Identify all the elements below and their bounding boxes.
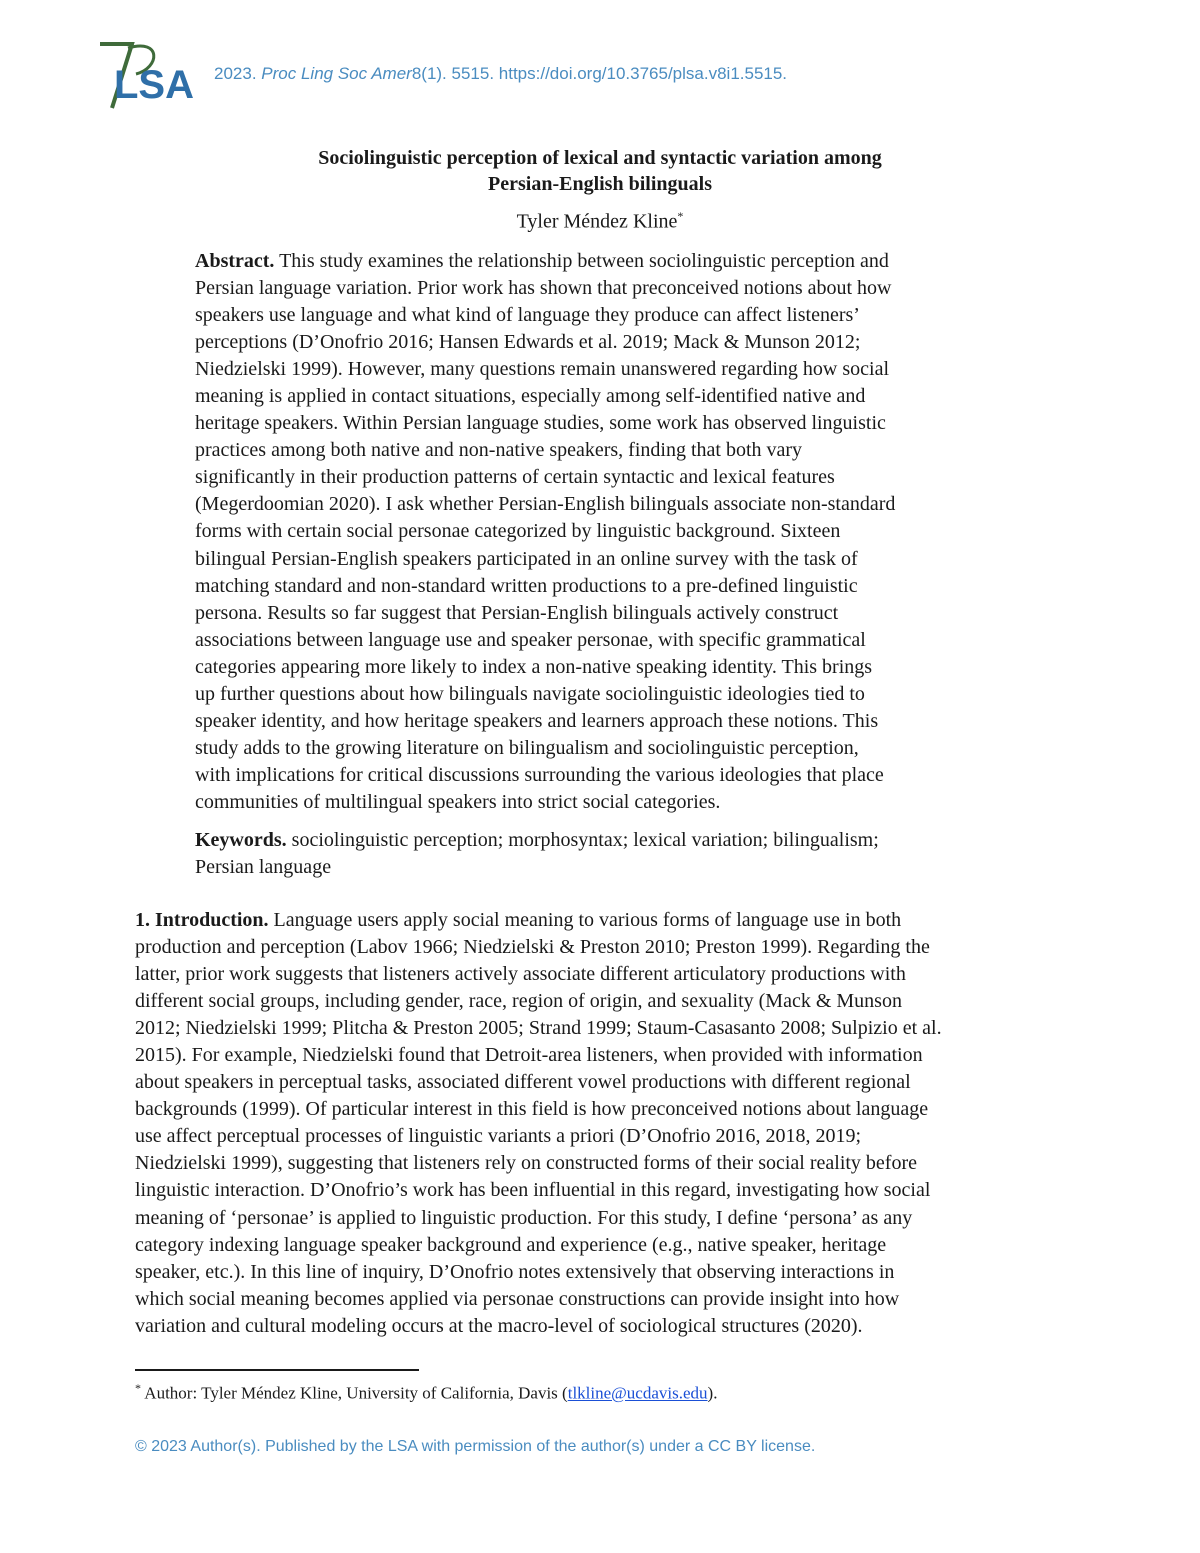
lsa-logo xyxy=(92,38,210,114)
introduction-line: 2012; Niedzielski 1999; Plitcha & Preston 2005; Strand 1999; Staum-Casasanto 2008; Sulpizio et al. xyxy=(135,1017,942,1040)
footnote-text: Author: Tyler Méndez Kline, University of California, Davis ( xyxy=(141,1383,568,1403)
author-email-link[interactable]: tlkline@ucdavis.edu xyxy=(567,1383,708,1403)
introduction-line: about speakers in perceptual tasks, associated different vowel productions with different regional xyxy=(135,1071,911,1094)
citation xyxy=(214,64,787,84)
abstract-line: Persian language variation. Prior work has shown that preconceived notions about how xyxy=(195,277,892,300)
abstract-line: Niedzielski 1999). However, many questions remain unanswered regarding how social xyxy=(195,358,890,381)
footnote xyxy=(135,1381,717,1404)
abstract-line: persona. Results so far suggest that Persian-English bilinguals actively construct xyxy=(195,601,839,624)
paper-title xyxy=(200,145,1000,197)
abstract-line: categories appearing more likely to index a non-native speaking identity. This brings xyxy=(195,655,873,678)
title-line: Sociolinguistic perception of lexical and syntactic variation among xyxy=(318,147,882,169)
introduction-section xyxy=(135,907,1095,1340)
logo-text: LSA xyxy=(114,63,194,107)
abstract-line: Abstract. This study examines the relationship between sociolinguistic perception and xyxy=(195,250,889,272)
abstract-line: forms with certain social personae categorized by linguistic background. Sixteen xyxy=(195,520,841,543)
abstract-line: (Megerdoomian 2020). I ask whether Persian-English bilinguals associate non-standard xyxy=(195,493,896,516)
license-notice: © 2023 Author(s). Published by the LSA with permission of the author(s) under a CC BY license. xyxy=(135,1438,816,1455)
abstract-line: perceptions (D’Onofrio 2016; Hansen Edwards et al. 2019; Mack & Munson 2012; xyxy=(195,331,861,354)
keywords-label: Keywords. xyxy=(195,829,287,851)
abstract-line: practices among both native and non-native speakers, finding that both vary xyxy=(195,439,803,462)
title-line: Persian-English bilinguals xyxy=(488,173,712,195)
author-line xyxy=(200,209,1000,234)
keywords-line: Persian language xyxy=(195,856,332,878)
citation-volume-doi[interactable]: 8(1). 5515. https://doi.org/10.3765/plsa.v8i1.5515. xyxy=(411,64,788,83)
footnote-divider xyxy=(135,1369,419,1371)
footnote-tail: ). xyxy=(707,1383,718,1403)
abstract-line: associations between language use and speaker personae, with specific grammatical xyxy=(195,628,866,651)
abstract-line: heritage speakers. Within Persian language studies, some work has observed linguistic xyxy=(195,412,886,435)
introduction-line: variation and cultural modeling occurs at the macro-level of sociological structures (2020). xyxy=(135,1314,863,1337)
introduction-line: linguistic interaction. D’Onofrio’s work has been influential in this regard, investigating how social xyxy=(135,1179,931,1202)
introduction-line: production and perception (Labov 1966; Niedzielski & Preston 2010; Preston 1999). Regarding the xyxy=(135,936,930,959)
footnote-mark: * xyxy=(135,1381,141,1395)
author-name: Tyler Méndez Kline xyxy=(516,210,678,233)
abstract-line: matching standard and non-standard written productions to a pre-defined linguistic xyxy=(195,574,858,597)
author-footnote-mark[interactable]: * xyxy=(677,209,684,223)
abstract xyxy=(195,248,1025,816)
abstract-label: Abstract. xyxy=(195,250,275,272)
introduction-line: meaning of ‘personae’ is applied to linguistic production. For this study, I define ‘persona’ as any xyxy=(135,1206,913,1229)
keywords xyxy=(195,827,1025,881)
abstract-line: study adds to the growing literature on bilingualism and sociolinguistic perception, xyxy=(195,736,859,759)
introduction-line: different social groups, including gender, race, region of origin, and sexuality (Mack & Munson xyxy=(135,990,902,1013)
citation-journal: Proc Ling Soc Amer xyxy=(261,64,412,83)
abstract-line: bilingual Persian-English speakers participated in an online survey with the task of xyxy=(195,547,858,570)
introduction-line: 1. Introduction. Language users apply social meaning to various forms of language use in both xyxy=(135,909,902,931)
abstract-line: meaning is applied in contact situations, especially among self-identified native and xyxy=(195,385,866,408)
citation-year: 2023. xyxy=(214,64,257,83)
page-header xyxy=(92,38,1092,118)
introduction-line: Niedzielski 1999), suggesting that listeners rely on constructed forms of their social reality before xyxy=(135,1152,918,1175)
abstract-line: up further questions about how bilinguals navigate sociolinguistic ideologies tied to xyxy=(195,682,865,705)
abstract-line: communities of multilingual speakers into strict social categories. xyxy=(195,790,721,813)
abstract-line: speaker identity, and how heritage speakers and learners approach these notions. This xyxy=(195,709,879,732)
introduction-line: latter, prior work suggests that listeners actively associate different articulatory productions with xyxy=(135,963,906,986)
abstract-line: with implications for critical discussions surrounding the various ideologies that place xyxy=(195,763,884,786)
introduction-line: category indexing language speaker background and experience (e.g., native speaker, heritage xyxy=(135,1233,887,1256)
introduction-line: which social meaning becomes applied via personae constructions can provide insight into how xyxy=(135,1287,900,1310)
abstract-line: significantly in their production patterns of certain syntactic and lexical features xyxy=(195,466,835,489)
abstract-line: speakers use language and what kind of language they produce can affect listeners’ xyxy=(195,304,860,327)
introduction-line: use affect perceptual processes of linguistic variants a priori (D’Onofrio 2016, 2018, 2019; xyxy=(135,1125,862,1148)
introduction-label: 1. Introduction. xyxy=(135,909,269,931)
keywords-line: Keywords. sociolinguistic perception; morphosyntax; lexical variation; bilingualism; xyxy=(195,829,879,851)
introduction-line: backgrounds (1999). Of particular interest in this field is how preconceived notions about language xyxy=(135,1098,929,1121)
introduction-line: 2015). For example, Niedzielski found that Detroit-area listeners, when provided with information xyxy=(135,1044,923,1067)
introduction-line: speaker, etc.). In this line of inquiry, D’Onofrio notes extensively that observing interactions in xyxy=(135,1260,895,1283)
